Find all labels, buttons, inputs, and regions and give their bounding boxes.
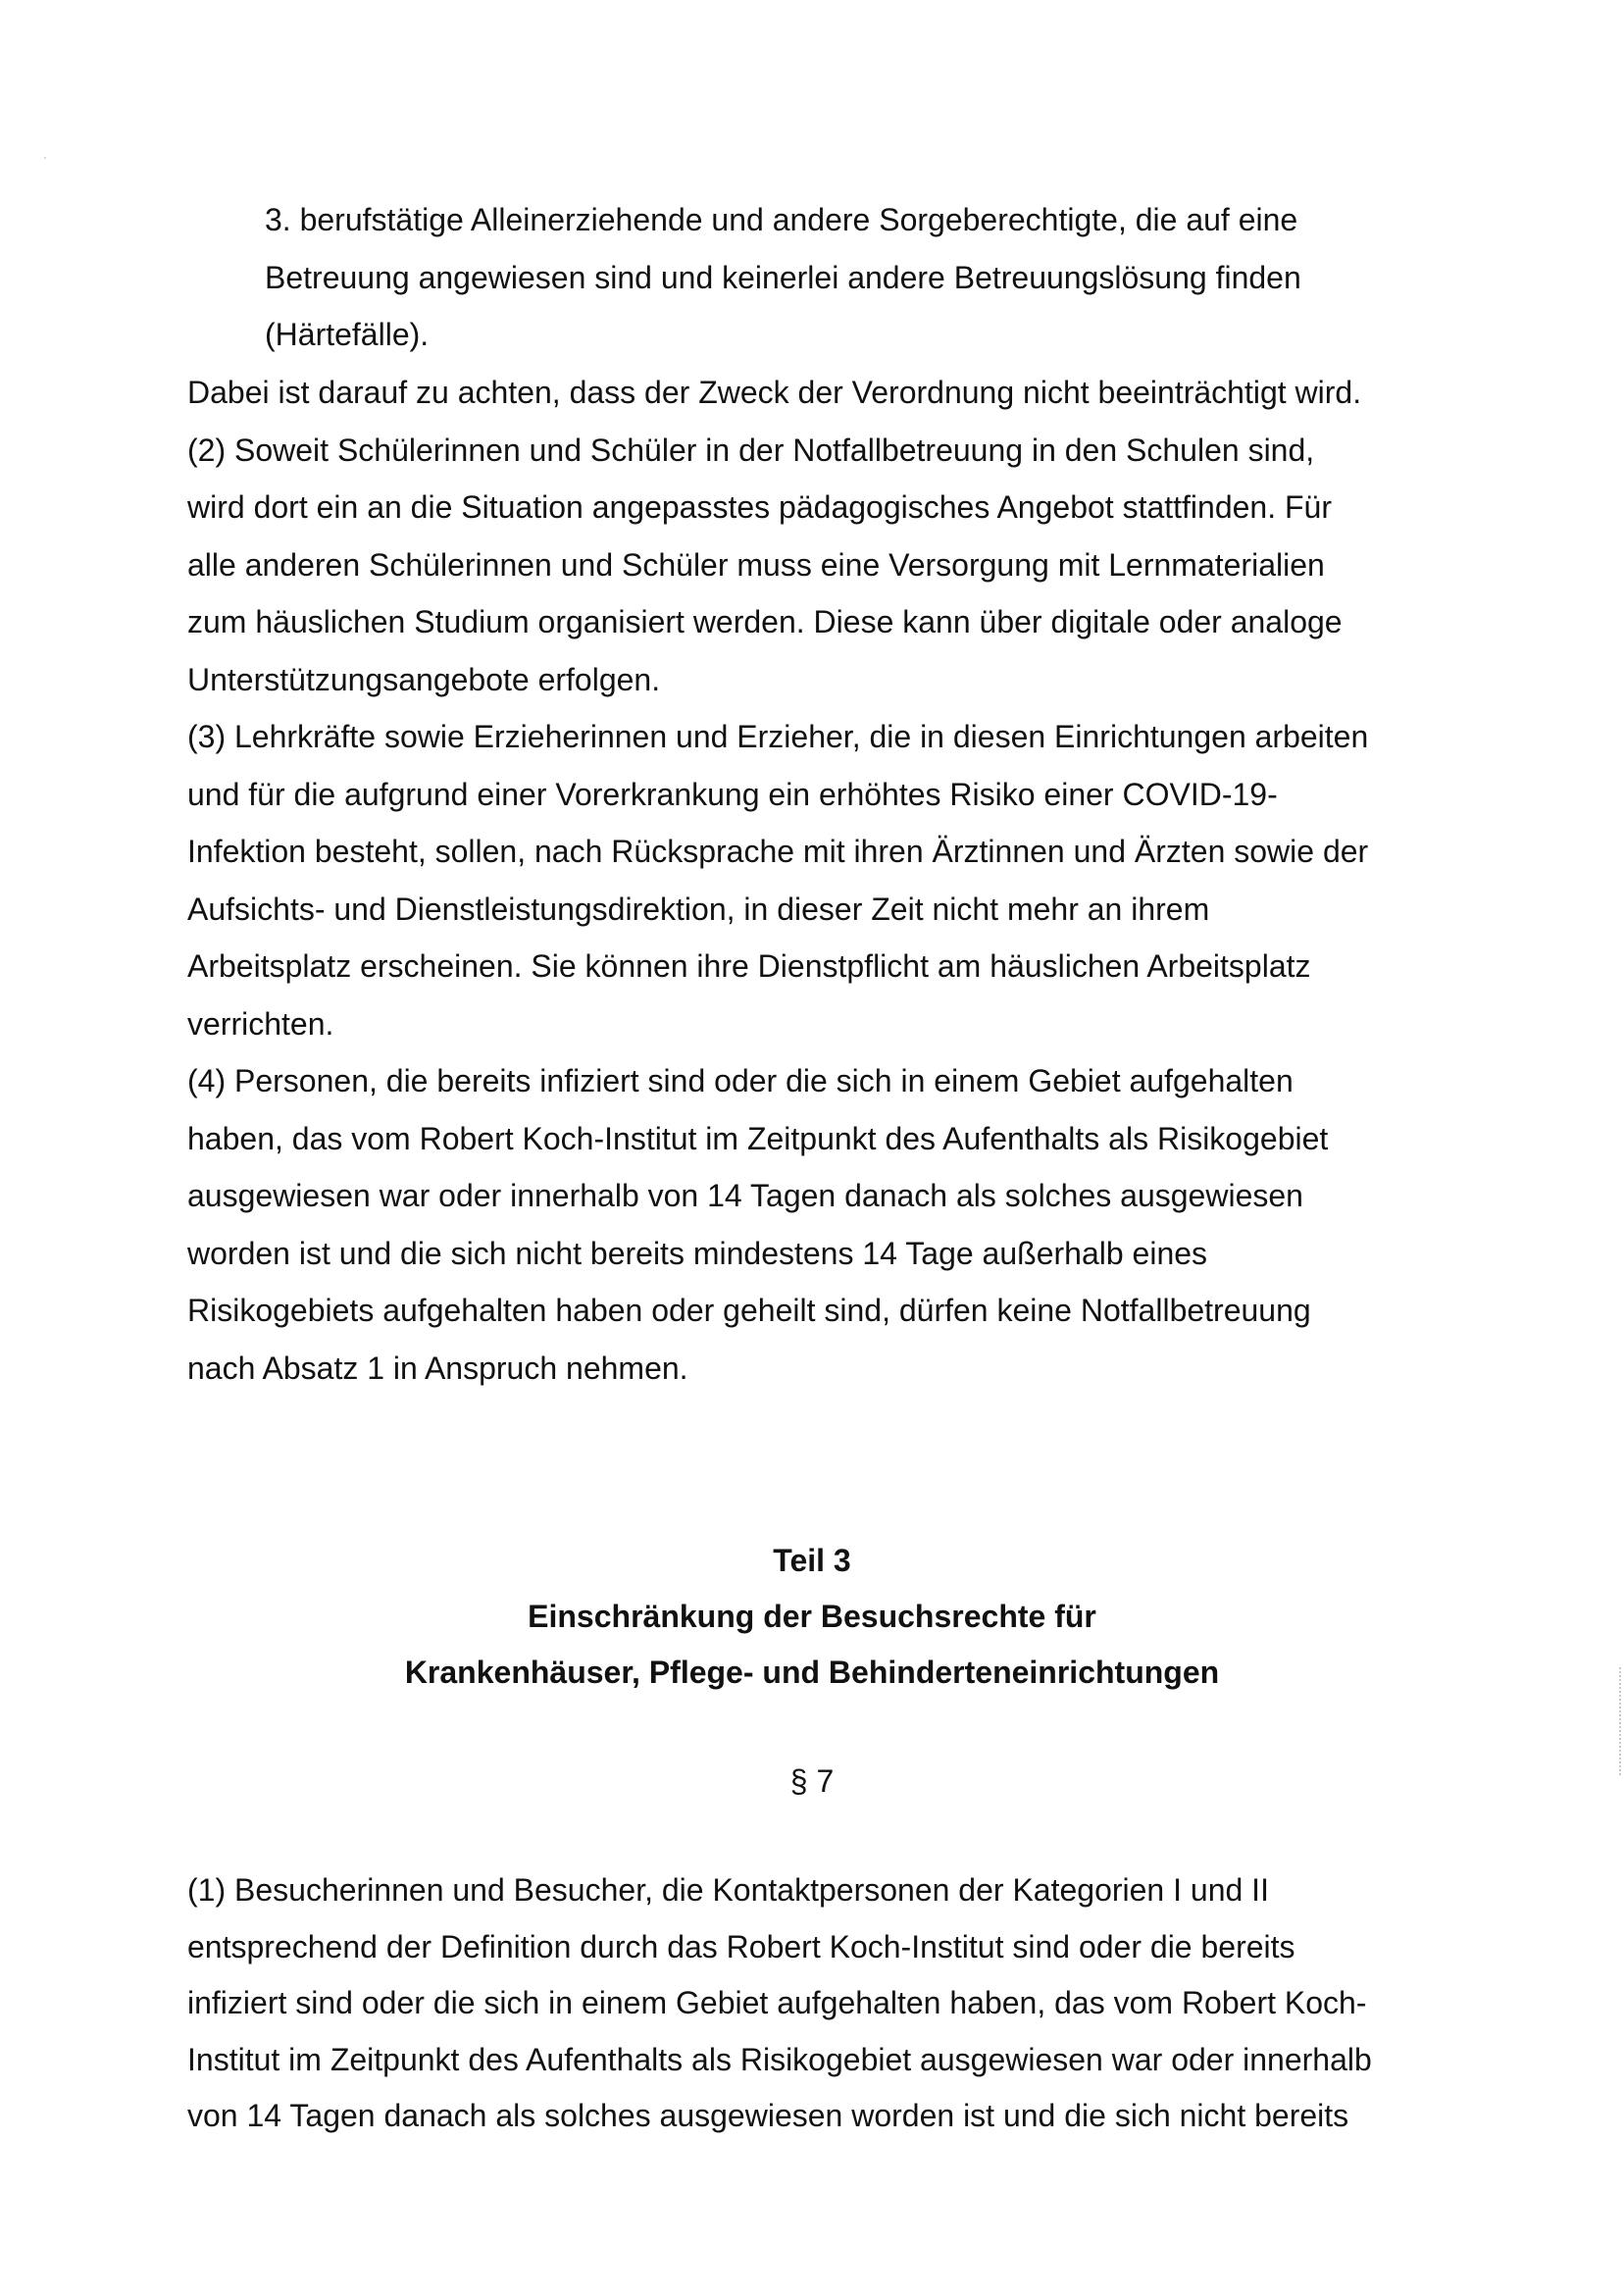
body-text-paragraphs-2-to-4: Dabei ist darauf zu achten, dass der Zweck der Verordnung nicht beeinträchtigt wird. (2) Soweit Schülerinnen und Schüler in der Notfallbetreuung in den Schulen sind, wird dort ein an die Situation angepasstes pädagogisches Angebot stattfinden. Für alle anderen Schülerinnen und Schüler muss eine Versorgung mit Lernmaterialien zum häuslichen Studium organisiert werden. Diese kann über digitale oder analoge Unterstützungsangebote erfolgen. (3) Lehrkräfte sowie Erzieherinnen und Erzieher, die in diesen Einrichtungen arbeiten und für die aufgrund einer Vorerkrankung ein erhöhtes Risiko einer COVID-19- Infektion besteht, sollen, nach Rücksprache mit ihren Ärztinnen und Ärzten sowie der Aufsichts- und Dienstleistungsdirektion, in dieser Zeit nicht mehr an ihrem Arbeitsplatz erscheinen. Sie können ihre Dienstpflicht am häuslichen Arbeitsplatz verrichten. (4) Personen, die bereits infiziert sind oder die sich in einem Gebiet aufgehalten haben, das vom Robert Koch-Institut im Zeitpunkt des Aufenthalts als Risikogebiet ausgewiesen war oder innerhalb von 14 Tagen danach als solches ausgewiesen worden ist und die sich nicht bereits mindestens 14 Tage außerhalb eines Risikogebiets aufgehalten haben oder geheilt sind, dürfen keine Notfallbetreuung nach Absatz 1 in Anspruch nehmen.	[187, 375, 1369, 1386]
list-item-3: 3. berufstätige Alleinerziehende und andere Sorgeberechtigte, die auf eine Betreuung angewiesen sind und keinerlei andere Betreuungslösung finden (Härtefälle).	[265, 202, 1301, 352]
part-title-line-2: Krankenhäuser, Pflege- und Behinderteneinrichtungen	[404, 1655, 1220, 1690]
section-7-paragraph-1: (1) Besucherinnen und Besucher, die Kontaktpersonen der Kategorien I und II entsprechend der Definition durch das Robert Koch-Institut sind oder die bereits infiziert sind oder die sich in einem Gebiet aufgehalten haben, das vom Robert Koch- Institut im Zeitpunkt des Aufenthalts als Risikogebiet ausgewiesen war oder innerhalb von 14 Tagen danach als solches ausgewiesen worden ist und die sich nicht bereits	[187, 1872, 1372, 2133]
section-number: § 7	[789, 1763, 835, 1799]
part-title-line-1: Einschränkung der Besuchsrechte für	[528, 1599, 1096, 1634]
scan-margin-marks	[1619, 1667, 1623, 1775]
part-number-heading: Teil 3	[773, 1543, 851, 1578]
scan-speck	[44, 157, 46, 159]
